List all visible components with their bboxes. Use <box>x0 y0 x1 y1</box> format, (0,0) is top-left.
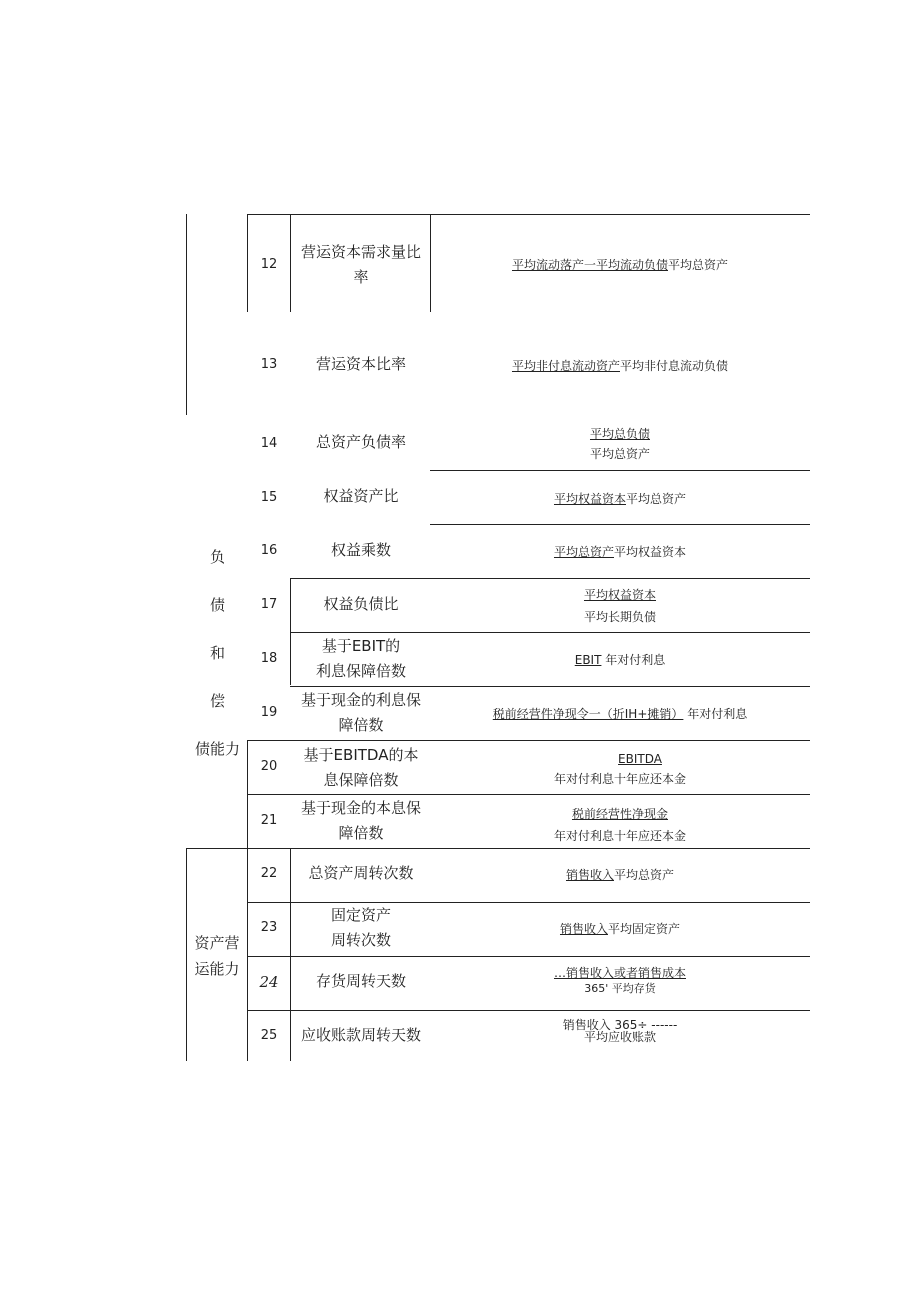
name-col-border-a <box>290 214 291 312</box>
row-number: 16 <box>260 543 278 558</box>
formula <box>432 1018 808 1044</box>
ratio-name-line-1: 营运资本需求量比 <box>300 243 421 261</box>
formula <box>432 424 808 464</box>
formula-denominator: 年对付利息十年应还本金 <box>553 829 686 843</box>
ratio-name-line-1: 权益负债比 <box>323 595 399 613</box>
formula-numerator: 销售收入 <box>565 868 614 882</box>
formula <box>432 490 808 508</box>
formula-numerator: 平均流动落产一平均流动负债 <box>511 258 668 272</box>
ratio-name-line-1: 基于现金的利息保 <box>300 691 421 709</box>
ratio-name <box>292 861 430 886</box>
ratio-name-line-1: 总资产负债率 <box>315 433 406 451</box>
outer-left-border-bottom <box>186 848 187 1061</box>
ratio-name-line-2: 周转次数 <box>330 931 391 949</box>
formula <box>432 651 808 669</box>
row-number: 21 <box>260 813 278 828</box>
ratio-name <box>292 430 430 455</box>
row-number: 15 <box>260 490 278 505</box>
rule-20-21 <box>247 794 810 795</box>
rule-24-25 <box>247 1010 810 1011</box>
name-col-border-c <box>290 848 291 1061</box>
formula-numerator: EBITDA <box>618 752 662 766</box>
ratio-name-line-2: 息保障倍数 <box>323 771 399 789</box>
rule-18-19 <box>290 686 810 687</box>
formula <box>432 256 808 274</box>
formula <box>432 966 808 996</box>
category-asset-line-1: 资产营 <box>194 934 240 952</box>
rule-17-18 <box>290 632 810 633</box>
ratio-name <box>292 903 430 953</box>
row-number: 24 <box>259 973 279 991</box>
ratio-name <box>292 634 430 684</box>
formula-numerator: 平均权益资本 <box>583 588 656 602</box>
rule-21-22 <box>186 848 810 849</box>
table-top-rule <box>247 214 810 215</box>
ratio-name <box>292 538 430 563</box>
row-number: 19 <box>260 705 278 720</box>
category-debt-char-2: 债 <box>209 596 225 614</box>
formula <box>432 584 808 628</box>
formula-denominator: 平均权益资本 <box>614 545 687 559</box>
formula <box>432 543 808 561</box>
formula-denominator: 年对付利息 <box>687 707 748 721</box>
formula-denominator: 平均总资产 <box>668 258 729 272</box>
ratio-name-line-2: 利息保障倍数 <box>315 662 406 680</box>
formula <box>432 749 808 789</box>
ratio-name-line-2: 率 <box>353 268 369 286</box>
rule-23-24 <box>247 956 810 957</box>
row-number: 12 <box>260 257 278 272</box>
category-debt-char-4: 偿 <box>209 692 225 710</box>
formula <box>432 803 808 847</box>
formula-col-border <box>430 214 431 312</box>
formula-denominator: 年对付利息 <box>605 653 666 667</box>
rule-15-16 <box>430 524 810 525</box>
formula-denominator: 平均总资产 <box>614 868 675 882</box>
row-number: 20 <box>260 759 278 774</box>
rule-16-17 <box>290 578 810 579</box>
row-number: 23 <box>260 920 278 935</box>
row-number: 13 <box>260 357 278 372</box>
formula-numerator: 销售收入 365÷ ------ <box>562 1018 678 1032</box>
formula-numerator: 平均总负债 <box>589 427 650 441</box>
ratio-name-line-1: 存货周转天数 <box>315 972 406 990</box>
ratio-name-line-1: 基于EBIT的 <box>321 637 401 655</box>
formula-denominator: 平均固定资产 <box>608 922 681 936</box>
ratio-name-line-1: 营运资本比率 <box>315 355 406 373</box>
formula-numerator: …销售收入或者销售成本 <box>553 966 686 980</box>
ratio-name-line-1: 应收账款周转天数 <box>300 1026 421 1044</box>
rule-14-15 <box>430 470 810 471</box>
formula-denominator: 平均应收账款 <box>583 1030 656 1044</box>
formula <box>432 705 808 723</box>
row-number: 22 <box>260 866 278 881</box>
ratio-name <box>292 484 430 509</box>
ratio-name <box>292 688 430 738</box>
formula-numerator: 税前经营件净现令一（折IH+摊销） <box>492 707 684 721</box>
formula <box>432 920 808 938</box>
ratio-name <box>292 796 430 846</box>
formula-denominator: 平均非付息流动负债 <box>620 359 729 373</box>
formula <box>432 866 808 884</box>
formula-denominator: 平均总资产 <box>589 447 650 461</box>
ratio-name-line-2: 障倍数 <box>338 716 384 734</box>
formula-numerator: 平均非付息流动资产 <box>511 359 620 373</box>
formula-numerator: 平均权益资本 <box>553 492 626 506</box>
outer-left-border-top <box>186 214 187 415</box>
ratio-name <box>292 240 430 290</box>
ratio-name <box>292 352 430 377</box>
ratio-name-line-1: 固定资产 <box>330 906 391 924</box>
ratio-name-line-1: 权益资产比 <box>323 487 399 505</box>
formula <box>432 357 808 375</box>
row-number: 14 <box>260 436 278 451</box>
category-debt-last-line: 债能力 <box>194 740 240 758</box>
formula-denominator: 平均长期负债 <box>583 610 656 624</box>
formula-denominator: 365' 平均存货 <box>584 982 656 995</box>
formula-denominator: 平均总资产 <box>626 492 687 506</box>
ratio-name <box>292 592 430 617</box>
formula-numerator: 销售收入 <box>559 922 608 936</box>
ratio-name <box>292 1023 430 1048</box>
ratio-name <box>292 969 430 994</box>
num-col-border-bottom <box>247 740 248 1061</box>
category-debt-char-1: 负 <box>209 548 225 566</box>
ratio-name <box>292 743 430 793</box>
ratio-name-line-1: 总资产周转次数 <box>308 864 414 882</box>
formula-numerator: 税前经营性净现金 <box>571 807 668 821</box>
ratio-name-line-2: 障倍数 <box>338 824 384 842</box>
category-asset-line-2: 运能力 <box>194 960 240 978</box>
row-number: 17 <box>260 597 278 612</box>
formula-numerator: EBIT <box>574 653 602 667</box>
ratio-name-line-1: 基于现金的本息保 <box>300 799 421 817</box>
category-debt-char-3: 和 <box>209 644 225 662</box>
formula-numerator: 平均总资产 <box>553 545 614 559</box>
category-asset-operation <box>188 930 246 982</box>
formula-denominator: 年对付利息十年应还本金 <box>553 772 686 786</box>
row-number: 18 <box>260 651 278 666</box>
ratio-name-line-1: 基于EBITDA的本 <box>303 746 419 764</box>
rule-19-20 <box>247 740 810 741</box>
category-debt-solvency <box>190 533 245 773</box>
row-number: 25 <box>260 1028 278 1043</box>
ratio-name-line-1: 权益乘数 <box>330 541 391 559</box>
